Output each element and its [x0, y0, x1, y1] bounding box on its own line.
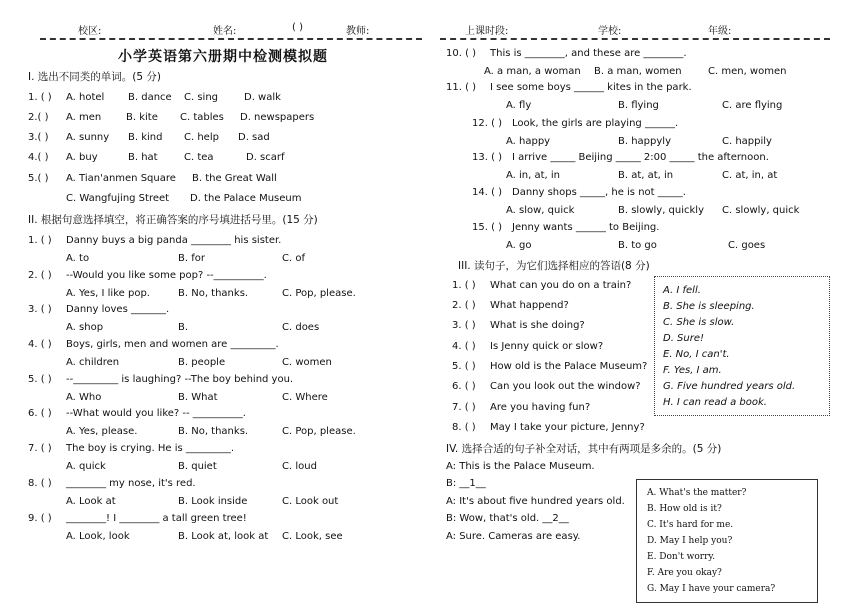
- dialog-line-1: A: This is the Palace Museum.: [446, 461, 595, 472]
- s2-q14-num: 14. ( ): [472, 187, 503, 198]
- page-title: 小学英语第六册期中检测模拟题: [118, 49, 328, 65]
- s2-q7-text: The boy is crying. He is _________.: [66, 443, 235, 454]
- s1-q4-num: 4.( ): [28, 152, 49, 163]
- s3-q1-text: What can you do on a train?: [490, 280, 632, 291]
- s2-q14-text: Danny shops _____, he is not _____.: [512, 187, 686, 198]
- s2-q11-a: A. fly: [506, 100, 532, 111]
- dialog-line-5: A: Sure. Cameras are easy.: [446, 531, 581, 542]
- s1-q1-num: 1. ( ): [28, 92, 52, 103]
- s2-q11-c: C. are flying: [722, 100, 783, 111]
- divider-left: [40, 38, 422, 40]
- answer-f: F. Yes, I am.: [663, 365, 722, 376]
- s3-q7-text: Are you having fun?: [490, 402, 591, 413]
- class-paren: ( ): [292, 22, 303, 33]
- s2-q14-a: A. slow, quick: [506, 205, 575, 216]
- answer-b: B. She is sleeping.: [663, 301, 755, 312]
- s1-q2-d: D. newspapers: [240, 112, 315, 123]
- s2-q7-num: 7. ( ): [28, 443, 52, 454]
- s3-q2-num: 2. ( ): [452, 300, 476, 311]
- s1-q5-c: C. Wangfujing Street: [66, 193, 170, 204]
- s2-q5-a: A. Who: [66, 392, 102, 403]
- option-g: G. May I have your camera?: [647, 584, 776, 594]
- teacher-label: 教师:: [346, 26, 370, 37]
- option-d: D. May I help you?: [647, 536, 733, 546]
- s3-q3-text: What is she doing?: [490, 320, 585, 331]
- s2-q1-c: C. of: [282, 253, 305, 264]
- s2-q12-a: A. happy: [506, 136, 551, 147]
- s1-q4-c: C. tea: [184, 152, 214, 163]
- s3-q6-text: Can you look out the window?: [490, 381, 641, 392]
- option-b: B. How old is it?: [647, 504, 722, 514]
- s2-q10-c: C. men, women: [708, 66, 787, 77]
- s2-q5-num: 5. ( ): [28, 374, 52, 385]
- s3-q8-text: May I take your picture, Jenny?: [490, 422, 645, 433]
- s2-q7-b: B. quiet: [178, 461, 217, 472]
- answer-c: C. She is slow.: [663, 317, 735, 328]
- s2-q2-a: A. Yes, I like pop.: [66, 288, 150, 299]
- s2-q15-a: A. go: [506, 240, 532, 251]
- s2-q9-num: 9. ( ): [28, 513, 52, 524]
- s2-q14-c: C. slowly, quick: [722, 205, 800, 216]
- s3-q8-num: 8. ( ): [452, 422, 476, 433]
- s2-q7-c: C. loud: [282, 461, 317, 472]
- s2-q8-c: C. Look out: [282, 496, 339, 507]
- s2-q3-c: C. does: [282, 322, 320, 333]
- s2-q2-c: C. Pop, please.: [282, 288, 356, 299]
- s3-q4-text: Is Jenny quick or slow?: [490, 341, 604, 352]
- section2-heading: II. 根据句意选择填空，将正确答案的序号填进括号里。(15 分): [28, 214, 318, 226]
- s2-q13-a: A. in, at, in: [506, 170, 561, 181]
- dialog-options-box: [636, 479, 818, 603]
- s2-q10-text: This is ________, and these are ________.: [490, 48, 687, 59]
- s2-q4-c: C. women: [282, 357, 332, 368]
- s1-q3-d: D. sad: [238, 132, 270, 143]
- s2-q4-num: 4. ( ): [28, 339, 52, 350]
- s2-q3-a: A. shop: [66, 322, 104, 333]
- name-label: 姓名:: [213, 26, 237, 37]
- s2-q6-c: C. Pop, please.: [282, 426, 356, 437]
- s2-q12-c: C. happily: [722, 136, 772, 147]
- s2-q9-text: ________! I ________ a tall green tree!: [66, 513, 247, 524]
- s2-q1-a: A. to: [66, 253, 90, 264]
- s1-q2-c: C. tables: [180, 112, 224, 123]
- s3-q3-num: 3. ( ): [452, 320, 476, 331]
- s1-q4-d: D. scarf: [246, 152, 285, 163]
- s1-q4-b: B. hat: [128, 152, 158, 163]
- s1-q5-num: 5.( ): [28, 173, 49, 184]
- answer-d: D. Sure!: [663, 333, 705, 344]
- s2-q3-num: 3. ( ): [28, 304, 52, 315]
- s2-q15-c: C. goes: [728, 240, 766, 251]
- s1-q5-d: D. the Palace Museum: [190, 193, 302, 204]
- answer-a: A. I fell.: [663, 285, 701, 296]
- s2-q4-text: Boys, girls, men and women are _________.: [66, 339, 279, 350]
- s2-q13-c: C. at, in, at: [722, 170, 778, 181]
- s1-q3-num: 3.( ): [28, 132, 49, 143]
- dialog-line-2: B: __1__: [446, 478, 486, 489]
- s2-q11-num: 11. ( ): [446, 82, 477, 93]
- s3-q2-text: What happend?: [490, 300, 569, 311]
- dialog-line-3: A: It's about five hundred years old.: [446, 496, 625, 507]
- grade-label: 年级:: [708, 26, 732, 37]
- s2-q4-a: A. children: [66, 357, 120, 368]
- s2-q9-c: C. Look, see: [282, 531, 343, 542]
- s1-q1-a: A. hotel: [66, 92, 105, 103]
- s2-q2-text: --Would you like some pop? --__________.: [66, 270, 267, 281]
- s2-q7-a: A. quick: [66, 461, 106, 472]
- school-label: 学校:: [598, 26, 622, 37]
- s2-q6-b: B. No, thanks.: [178, 426, 249, 437]
- section3-heading: III. 读句子，为它们选择相应的答语(8 分): [458, 260, 650, 272]
- s2-q10-a: A. a man, a woman: [484, 66, 581, 77]
- s2-q1-b: B. for: [178, 253, 205, 264]
- s2-q9-a: A. Look, look: [66, 531, 130, 542]
- s2-q15-num: 15. ( ): [472, 222, 503, 233]
- s1-q4-a: A. buy: [66, 152, 98, 163]
- s2-q1-num: 1. ( ): [28, 235, 52, 246]
- s2-q3-b: B.: [178, 322, 189, 333]
- s1-q3-a: A. sunny: [66, 132, 110, 143]
- option-a: A. What's the matter?: [647, 488, 747, 498]
- s2-q10-b: B. a man, women: [594, 66, 682, 77]
- s2-q11-b: B. flying: [618, 100, 659, 111]
- s2-q6-a: A. Yes, please.: [66, 426, 138, 437]
- answer-h: H. I can read a book.: [663, 397, 767, 408]
- campus-label: 校区:: [78, 26, 102, 37]
- answer-e: E. No, I can't.: [663, 349, 730, 360]
- s2-q10-num: 10. ( ): [446, 48, 477, 59]
- s2-q4-b: B. people: [178, 357, 226, 368]
- s2-q13-b: B. at, at, in: [618, 170, 674, 181]
- s1-q3-b: B. kind: [128, 132, 163, 143]
- s2-q1-text: Danny buys a big panda ________ his sister.: [66, 235, 282, 246]
- s2-q12-b: B. happyly: [618, 136, 671, 147]
- s2-q5-b: B. What: [178, 392, 218, 403]
- s2-q12-num: 12. ( ): [472, 118, 503, 129]
- s2-q14-b: B. slowly, quickly: [618, 205, 705, 216]
- s2-q2-b: B. No, thanks.: [178, 288, 249, 299]
- s3-q7-num: 7. ( ): [452, 402, 476, 413]
- s2-q13-num: 13. ( ): [472, 152, 503, 163]
- s1-q2-num: 2.( ): [28, 112, 49, 123]
- s2-q8-a: A. Look at: [66, 496, 116, 507]
- s2-q15-text: Jenny wants ______ to Beijing.: [512, 222, 660, 233]
- s2-q6-text: --What would you like? -- __________.: [66, 408, 246, 419]
- s3-q5-text: How old is the Palace Museum?: [490, 361, 648, 372]
- s3-q1-num: 1. ( ): [452, 280, 476, 291]
- divider-right: [440, 38, 830, 40]
- s3-q6-num: 6. ( ): [452, 381, 476, 392]
- s2-q11-text: I see some boys ______ kites in the park.: [490, 82, 692, 93]
- section1-heading: I. 选出不同类的单词。(5 分): [28, 71, 161, 83]
- s3-q5-num: 5. ( ): [452, 361, 476, 372]
- s3-q4-num: 4. ( ): [452, 341, 476, 352]
- s2-q3-text: Danny loves _______.: [66, 304, 170, 315]
- s2-q8-b: B. Look inside: [178, 496, 248, 507]
- s2-q5-text: --_________ is laughing? --The boy behind you.: [66, 374, 294, 385]
- s1-q2-a: A. men: [66, 112, 102, 123]
- s2-q13-text: I arrive _____ Beijing _____ 2:00 _____ the afternoon.: [512, 152, 769, 163]
- s2-q5-c: C. Where: [282, 392, 328, 403]
- s2-q8-text: ________ my nose, it's red.: [66, 478, 196, 489]
- s1-q5-b: B. the Great Wall: [192, 173, 277, 184]
- option-c: C. It's hard for me.: [647, 520, 734, 530]
- s2-q2-num: 2. ( ): [28, 270, 52, 281]
- answer-g: G. Five hundred years old.: [663, 381, 796, 392]
- s2-q9-b: B. Look at, look at: [178, 531, 269, 542]
- s1-q3-c: C. help: [184, 132, 219, 143]
- dialog-line-4: B: Wow, that's old. __2__: [446, 513, 569, 524]
- s1-q1-d: D. walk: [244, 92, 281, 103]
- s2-q8-num: 8. ( ): [28, 478, 52, 489]
- s1-q1-c: C. sing: [184, 92, 219, 103]
- option-f: F. Are you okay?: [647, 568, 722, 578]
- answer-box: [654, 276, 830, 416]
- s2-q6-num: 6. ( ): [28, 408, 52, 419]
- s1-q5-a: A. Tian'anmen Square: [66, 173, 176, 184]
- s1-q1-b: B. dance: [128, 92, 172, 103]
- section4-heading: IV. 选择合适的句子补全对话，其中有两项是多余的。(5 分): [446, 443, 722, 455]
- period-label: 上课时段:: [465, 26, 509, 37]
- option-e: E. Don't worry.: [647, 552, 716, 562]
- s2-q12-text: Look, the girls are playing ______.: [512, 118, 679, 129]
- s1-q2-b: B. kite: [126, 112, 158, 123]
- s2-q15-b: B. to go: [618, 240, 657, 251]
